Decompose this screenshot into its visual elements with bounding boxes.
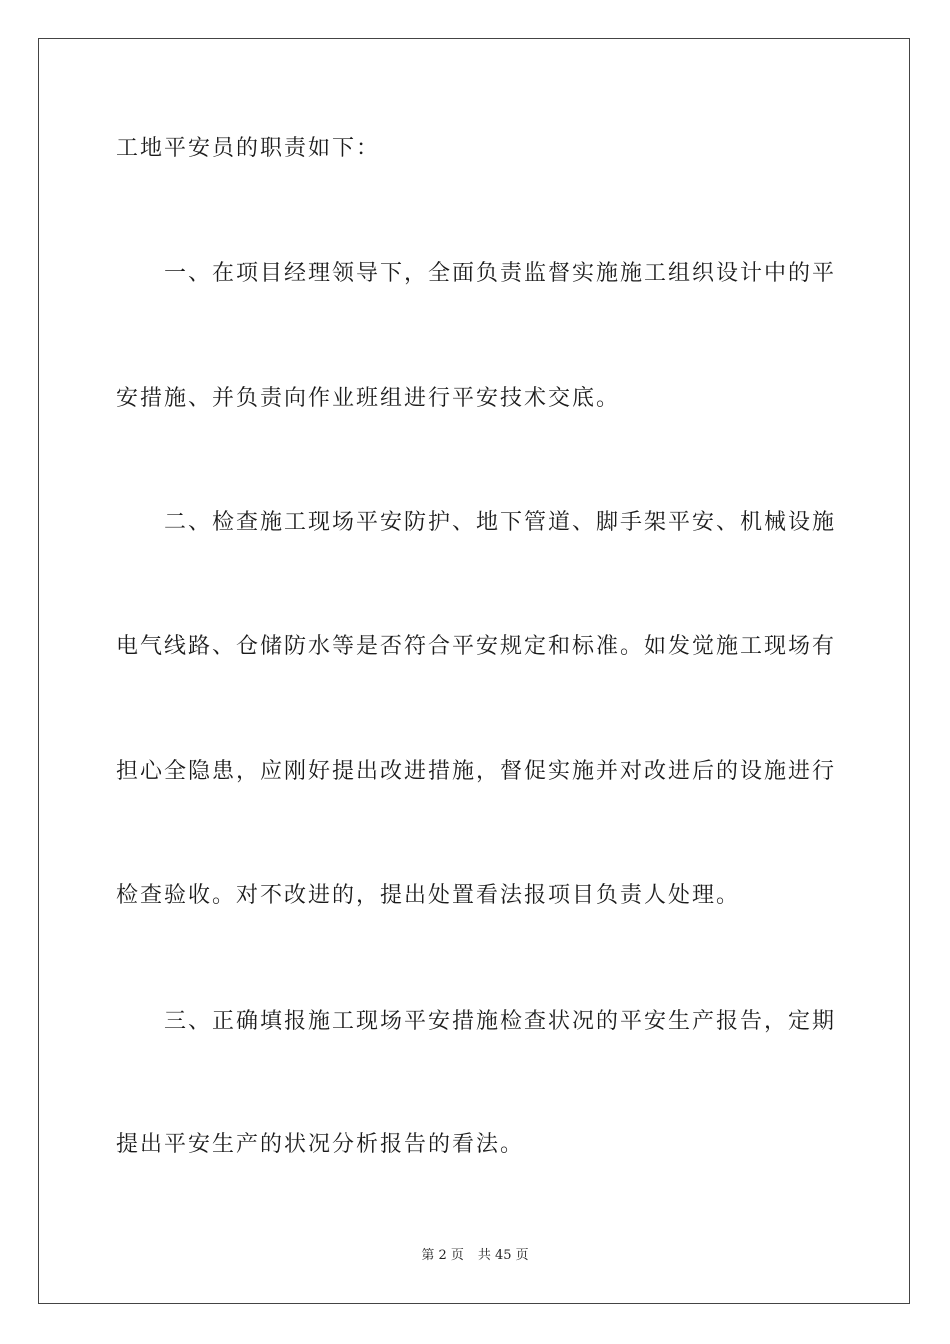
paragraph-2-line-4: 检查验收。对不改进的，提出处置看法报项目负责人处理。 [116, 883, 741, 908]
paragraph-3-line-1: 三、正确填报施工现场平安措施检查状况的平安生产报告，定期 [164, 1009, 836, 1034]
paragraph-2-line-2: 电气线路、仓储防水等是否符合平安规定和标准。如发觉施工现场有 [116, 634, 836, 659]
page-number: 第 2 页 [421, 1248, 464, 1263]
paragraph-2-line-3: 担心全隐患，应刚好提出改进措施，督促实施并对改进后的设施进行 [116, 759, 836, 784]
paragraph-2-line-1: 二、检查施工现场平安防护、地下管道、脚手架平安、机械设施 [164, 510, 836, 535]
paragraph-3-line-2: 提出平安生产的状况分析报告的看法。 [116, 1132, 525, 1157]
page-footer [0, 1247, 950, 1265]
intro-line: 工地平安员的职责如下： [116, 136, 381, 161]
page-border [38, 38, 910, 1304]
total-pages: 共 45 页 [477, 1248, 529, 1263]
paragraph-1-line-1: 一、在项目经理领导下，全面负责监督实施施工组织设计中的平 [164, 261, 836, 286]
paragraph-1-line-2: 安措施、并负责向作业班组进行平安技术交底。 [116, 386, 621, 411]
